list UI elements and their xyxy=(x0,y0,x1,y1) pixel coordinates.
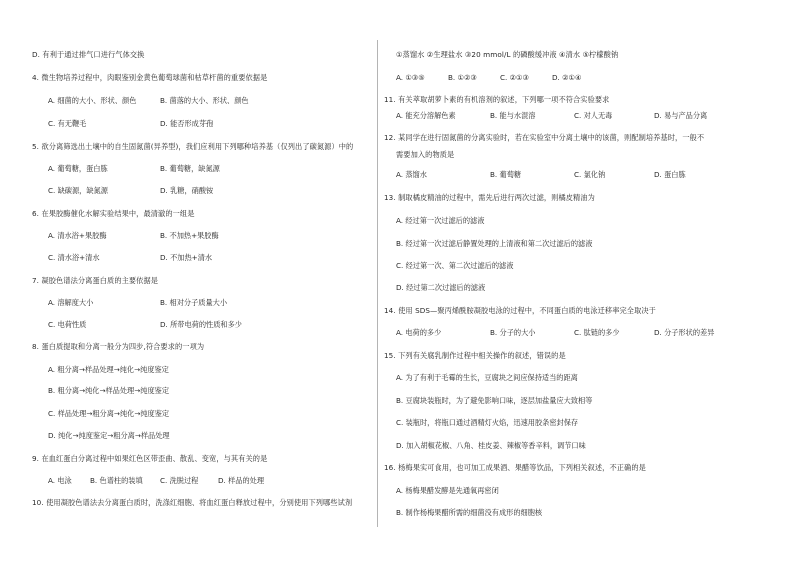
q10-option-d: D. ②①④ xyxy=(552,73,582,82)
q6-option-a: A. 清水浴+果胶酶 xyxy=(48,231,107,240)
q13-option-b: B. 经过第一次过滤后静置处理的上清液和第二次过滤后的滤液 xyxy=(396,239,593,248)
q10-option-b: B. ①②③ xyxy=(448,73,477,82)
q7-option-a: A. 溶解度大小 xyxy=(48,298,94,307)
q9-option-a: A. 电泳 xyxy=(48,476,72,485)
q13-option-c: C. 经过第一次、第二次过滤后的滤液 xyxy=(396,261,514,270)
q14-option-d: D. 分子形状的差异 xyxy=(654,328,715,337)
q13-stem: 13. 制取橘皮精油的过程中，需先后进行两次过滤，则橘皮精油为 xyxy=(384,193,595,202)
q11-option-a: A. 能充分溶解色素 xyxy=(396,111,456,120)
q8-option-b: B. 粗分离→纯化→样品处理→纯度鉴定 xyxy=(48,386,170,395)
q11-option-c: C. 对人无毒 xyxy=(574,111,613,120)
q5-option-c: C. 缺碳源，缺氮源 xyxy=(48,186,108,195)
q9-stem: 9. 在血红蛋白分离过程中如果红色区带歪曲、散乱、变宽，与其有关的是 xyxy=(32,454,268,463)
q8-option-a: A. 粗分离→样品处理→纯化→纯度鉴定 xyxy=(48,365,169,374)
q4-option-a: A. 细菌的大小、形状、颜色 xyxy=(48,96,137,105)
q11-option-d: D. 易与产品分离 xyxy=(654,111,708,120)
q9-option-c: C. 洗脱过程 xyxy=(160,476,199,485)
q12-stem-line2: 需要加入的物质是 xyxy=(396,150,455,159)
q15-option-d: D. 加入胡椒花椒、八角、桂皮姜、辣椒等香辛料，调节口味 xyxy=(396,441,586,450)
q8-option-d: D. 纯化→纯度鉴定→粗分离→样品处理 xyxy=(48,431,170,440)
q15-option-b: B. 豆腐块装瓶时，为了避免影响口味，逐层加盐量应大致相等 xyxy=(396,396,593,405)
q4-option-b: B. 菌落的大小、形状、颜色 xyxy=(160,96,249,105)
q16-option-a: A. 杨梅果醋发酵是先通氧再密闭 xyxy=(396,486,499,495)
q12-option-a: A. 蒸馏水 xyxy=(396,170,427,179)
q13-option-d: D. 经过第二次过滤后的滤液 xyxy=(396,283,486,292)
q5-option-a: A. 葡萄糖，蛋白胨 xyxy=(48,164,108,173)
q12-option-d: D. 蛋白胨 xyxy=(654,170,686,179)
q11-option-b: B. 能与水混溶 xyxy=(490,111,536,120)
column-divider xyxy=(377,40,378,527)
q8-option-c: C. 样品处理→粗分离→纯化→纯度鉴定 xyxy=(48,409,170,418)
q4-option-d: D. 能否形成芽孢 xyxy=(160,119,214,128)
q14-stem: 14. 使用 SDS—聚丙烯酰胺凝胶电泳的过程中，不同蛋白质的电泳迁移率完全取决于 xyxy=(384,306,656,315)
q7-stem: 7. 凝胶色谱法分离蛋白质的主要依据是 xyxy=(32,276,159,285)
q11-stem: 11. 有关萃取胡萝卜素的有机溶剂的叙述，下列哪一项不符合实验要求 xyxy=(384,95,610,104)
q5-option-d: D. 乳糖，硝酸铵 xyxy=(160,186,214,195)
q14-option-b: B. 分子的大小 xyxy=(490,328,536,337)
q15-stem: 15. 下列有关腐乳制作过程中相关操作的叙述，错误的是 xyxy=(384,351,566,360)
q12-option-b: B. 葡萄糖 xyxy=(490,170,522,179)
q12-option-c: C. 氯化钠 xyxy=(574,170,606,179)
q4-stem: 4. 微生物培养过程中，肉眼鉴别金黄色葡萄球菌和枯草杆菌的重要依据是 xyxy=(32,73,268,82)
q7-option-b: B. 相对分子质量大小 xyxy=(160,298,228,307)
q7-option-d: D. 所带电荷的性质和多少 xyxy=(160,320,242,329)
q4-option-c: C. 有无鞭毛 xyxy=(48,119,87,128)
q6-option-d: D. 不加热+清水 xyxy=(160,253,213,262)
q5-stem: 5. 欲分离筛选出土壤中的自生固氮菌(异养型)，我们应利用下列哪种培养基（仅列出了碳氮源）中的 xyxy=(32,142,354,151)
q10-stem: 10. 使用凝胶色谱法去分离蛋白质时，洗涤红细胞、将血红蛋白释放过程中，分别使用下列哪些试剂 xyxy=(32,498,353,507)
q16-stem: 16. 杨梅果实可食用，也可加工成果酒、果醋等饮品，下列相关叙述，不正确的是 xyxy=(384,463,646,472)
q14-option-c: C. 肽链的多少 xyxy=(574,328,620,337)
q15-option-c: C. 装瓶时，将瓶口通过酒精灯火焰，迅速用胶条密封保存 xyxy=(396,418,579,427)
q12-stem-line1: 12. 某同学在进行固氮菌的分离实验时，若在实验室中分离土壤中的该菌，则配制培养基时，一般不 xyxy=(384,133,705,142)
q9-option-d: D. 样品的处理 xyxy=(218,476,265,485)
q7-option-c: C. 电荷性质 xyxy=(48,320,87,329)
q6-option-c: C. 清水浴+清水 xyxy=(48,253,100,262)
q6-stem: 6. 在果胶酶催化水解实验结果中，最清澈的一组是 xyxy=(32,209,195,218)
q3-option-d: D. 有利于通过排气口进行气体交换 xyxy=(32,50,145,59)
q6-option-b: B. 不加热+果胶酶 xyxy=(160,231,219,240)
q10-reagents: ①蒸馏水 ②生理盐水 ③20 mmol/L 的磷酸缓冲液 ④清水 ⑤柠檬酸钠 xyxy=(396,50,619,59)
q5-option-b: B. 葡萄糖，缺氮源 xyxy=(160,164,220,173)
q15-option-a: A. 为了有利于毛霉的生长，豆腐块之间应保持适当的距离 xyxy=(396,373,578,382)
q10-option-a: A. ①③⑤ xyxy=(396,73,425,82)
q16-option-b: B. 制作杨梅果醋所需的细菌没有成形的细胞核 xyxy=(396,508,543,517)
q13-option-a: A. 经过第一次过滤后的滤液 xyxy=(396,216,485,225)
q8-stem: 8. 蛋白质提取和分离一般分为四步,符合要求的一项为 xyxy=(32,342,205,351)
q9-option-b: B. 色谱柱的装填 xyxy=(90,476,143,485)
q10-option-c: C. ②①③ xyxy=(500,73,529,82)
q14-option-a: A. 电荷的多少 xyxy=(396,328,442,337)
